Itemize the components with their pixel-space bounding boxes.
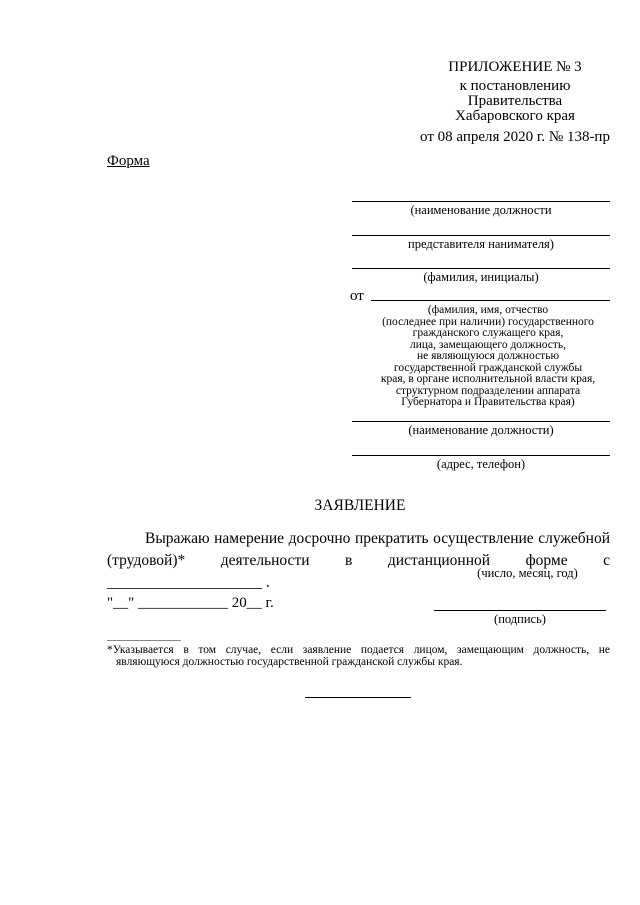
sender-caption-line: лица, замещающего должность, — [409, 338, 567, 351]
resolution-date-number: от 08 апреля 2020 г. № 138-пр — [420, 129, 610, 145]
date-caption: (число, месяц, год) — [477, 566, 578, 580]
sender-caption-line: государственной гражданской службы — [393, 361, 583, 374]
sender-position-caption: (наименование должности) — [408, 423, 554, 437]
region-label: Хабаровского края — [455, 108, 575, 124]
from-label: от — [350, 288, 364, 304]
resolution-label: к постановлению — [459, 78, 571, 94]
address-input-line[interactable] — [352, 455, 610, 456]
signature-input-line[interactable] — [434, 610, 606, 611]
statement-line-1: Выражаю намерение досрочно прекратить осуществление служебной — [145, 530, 610, 547]
closing-divider — [305, 697, 411, 698]
footnote-separator — [107, 640, 181, 641]
position-caption: (наименование должности — [410, 203, 552, 217]
form-label: Форма — [107, 153, 150, 169]
sender-caption-line: гражданского служащего края, — [412, 327, 564, 339]
position-input-line[interactable] — [352, 201, 610, 202]
sender-caption-line: структурном подразделении аппарата — [395, 384, 581, 397]
surname-input-line[interactable] — [352, 268, 610, 269]
sender-caption — [362, 305, 614, 409]
signature-date-line[interactable]: "__" ____________ 20__ г. — [107, 595, 274, 611]
footnote-line-1: *Указывается в том случае, если заявление подается лицом, замещающим должность, не — [107, 644, 610, 656]
sender-caption-line: (фамилия, имя, отчество — [427, 304, 549, 316]
footnote — [107, 645, 610, 668]
sender-caption-line: края, в органе исполнительной власти края, — [380, 373, 596, 385]
sender-caption-line: не являющуюся должностью — [416, 350, 560, 362]
sender-position-input-line[interactable] — [352, 421, 610, 422]
address-caption: (адрес, телефон) — [436, 457, 526, 471]
employer-input-line[interactable] — [352, 235, 610, 236]
surname-caption: (фамилия, инициалы) — [423, 270, 539, 284]
sender-input-line[interactable] — [371, 300, 610, 301]
sender-caption-line: (последнее при наличии) государственного — [382, 315, 594, 328]
header-block — [395, 60, 635, 145]
statement-line-2: (трудовой)* деятельности в дистанционной форме с ____________________ . — [107, 552, 610, 591]
sender-caption-line: Губернатора и Правительства края) — [401, 396, 575, 408]
appendix-title: ПРИЛОЖЕНИЕ № 3 — [448, 59, 582, 75]
statement-paragraph — [107, 528, 610, 594]
government-label: Правительства — [467, 93, 563, 109]
document-title: ЗАЯВЛЕНИЕ — [314, 497, 406, 514]
signature-caption: (подпись) — [494, 612, 546, 626]
footnote-line-2: являющуюся должностью государственной гражданской службы края. — [116, 655, 463, 668]
employer-caption: представителя нанимателя) — [408, 237, 554, 251]
